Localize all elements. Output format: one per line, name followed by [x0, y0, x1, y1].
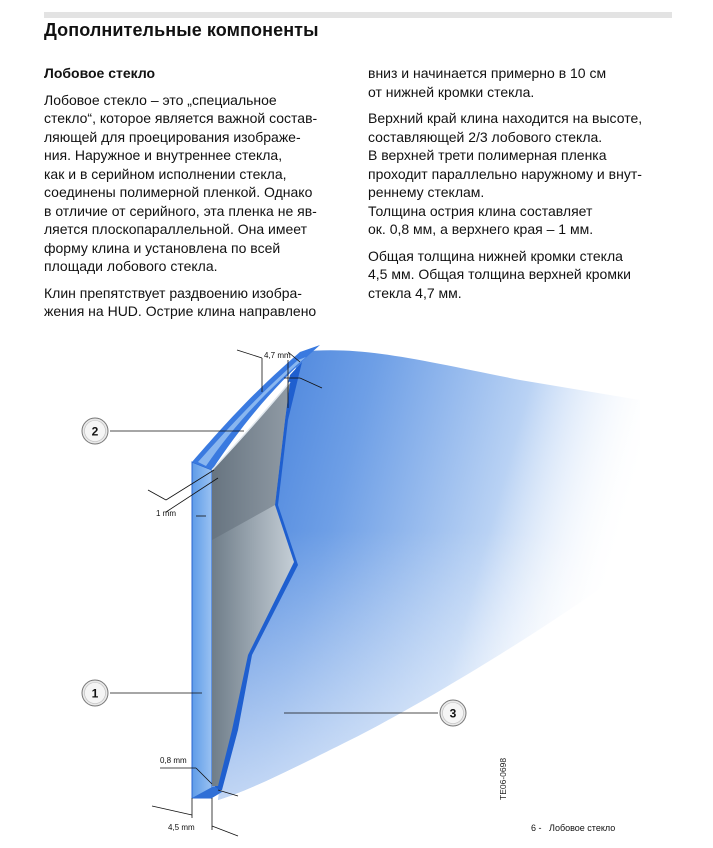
svg-text:1: 1: [91, 686, 99, 701]
callout-2: [82, 418, 108, 444]
text-line: как и в серийном исполнении стекла,: [44, 165, 287, 182]
dim-top-label: 4,7 mm: [264, 351, 291, 360]
text-line: Клин препятствует раздвоению изобра-: [44, 284, 302, 301]
text-line: ок. 0,8 мм, а верхнего края – 1 мм.: [368, 221, 594, 237]
page-footer: [531, 823, 615, 833]
text-line: соединены полимерной пленкой. Однако: [44, 184, 313, 200]
callout-3: [440, 700, 466, 726]
text-line: вниз и начинается примерно в 10 см: [368, 65, 607, 81]
text-line: в отличие от серийного, эта пленка не яв-: [44, 202, 317, 219]
section-heading: Лобовое стекло: [44, 65, 156, 81]
text-line: 4,5 мм. Общая толщина верхней кромки: [368, 266, 631, 282]
text-line: Лобовое стекло – это „специальное: [44, 91, 277, 108]
footer-label: Лобовое стекло: [549, 823, 616, 833]
text-line: Верхний край клина находится на высоте,: [368, 110, 643, 126]
dim-0-8mm-label: 0,8 mm: [160, 756, 187, 765]
text-line: ляющей для проецирования изображе-: [44, 128, 301, 145]
dimension-bottom-4-5mm: [152, 798, 238, 836]
svg-text:2: 2: [91, 424, 99, 439]
text-line: ния. Наружное и внутреннее стекла,: [44, 147, 283, 163]
text-line: проходит параллельно наружному и внут-: [368, 165, 642, 182]
dim-bottom-label: 4,5 mm: [168, 823, 195, 832]
outer-glass-sheet: [192, 462, 212, 798]
text-line: В верхней трети полимерная пленка: [368, 147, 607, 163]
text-line: Толщина острия клина составляет: [368, 202, 593, 219]
text-line: форму клина и установлена по всей: [44, 239, 281, 256]
figure-code: TE06-0698: [498, 757, 508, 800]
text-line: составляющей 2/3 лобового стекла.: [368, 128, 603, 145]
text-line: от нижней кромки стекла.: [368, 83, 535, 100]
page-number: 6 -: [531, 823, 542, 833]
callout-1: [82, 680, 108, 706]
text-line: ляется плоскопараллельной. Она имеет: [44, 221, 307, 237]
text-line: стекло“, которое является важной состав-: [44, 110, 318, 126]
text-line: Общая толщина нижней кромки стекла: [368, 247, 623, 264]
text-line: стекла 4,7 мм.: [368, 284, 462, 301]
text-line: реннему стеклам.: [368, 184, 485, 200]
text-line: площади лобового стекла.: [44, 258, 218, 274]
text-line: жения на HUD. Острие клина направлено: [44, 303, 317, 319]
svg-text:3: 3: [449, 706, 457, 721]
page-title: Дополнительные компоненты: [44, 20, 319, 40]
dim-1mm-label: 1 mm: [156, 509, 176, 518]
